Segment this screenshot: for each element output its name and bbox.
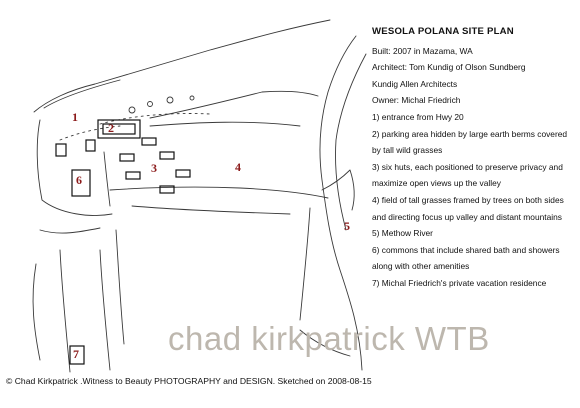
watermark: chad kirkpatrick WTB: [168, 320, 490, 357]
map-label-4: 4: [235, 160, 241, 174]
legend-item-4: 4) field of tall grasses framed by trees on both sides and directing focus up valley and distant mountains: [372, 194, 564, 222]
boundary-line: [34, 20, 330, 112]
small-structure: [56, 144, 66, 156]
tree-mark: [129, 107, 135, 113]
small-structure: [86, 140, 95, 151]
legend-item-1: 1) entrance from Hwy 20: [372, 111, 464, 122]
field-outline: [132, 206, 290, 214]
field-outline: [110, 187, 328, 198]
hut: [126, 172, 140, 179]
area-outline: [104, 152, 110, 206]
legend-item-6: 6) commons that include shared bath and showers along with other amenities: [372, 244, 560, 272]
parking-area: [98, 120, 140, 138]
boundary-line: [44, 80, 120, 108]
area-outline: [100, 250, 110, 370]
tree-mark: [190, 96, 194, 100]
built-line: Built: 2007 in Mazama, WA: [372, 45, 473, 56]
page-title: WESOLA POLANA SITE PLAN: [372, 26, 514, 37]
legend-item-7: 7) Michal Friedrich's private vacation residence: [372, 277, 547, 288]
legend-item-2: 2) parking area hidden by large earth berms covered by tall wild grasses: [372, 128, 568, 156]
site-plan-legend: [372, 24, 577, 292]
hut: [176, 170, 190, 177]
field-outline: [116, 230, 124, 344]
field-outline: [300, 208, 310, 320]
hut: [120, 154, 134, 161]
architect-line: Architect: Tom Kundig of Olson Sundberg: [372, 62, 526, 73]
map-label-5: 5: [344, 219, 350, 233]
area-outline: [37, 120, 112, 215]
firm-line: Kundig Allen Architects: [372, 78, 458, 89]
map-label-7: 7: [73, 347, 79, 361]
map-label-6: 6: [76, 173, 82, 187]
map-label-2: 2: [108, 121, 114, 135]
hut: [142, 138, 156, 145]
river-edge: [335, 54, 366, 230]
area-outline: [40, 228, 100, 233]
map-label-3: 3: [151, 161, 157, 175]
legend-item-3: 3) six huts, each positioned to preserve privacy and maximize open views up the valley: [372, 161, 563, 189]
hut: [160, 152, 174, 159]
area-outline: [33, 264, 40, 360]
treeline: [150, 122, 300, 126]
copyright-caption: © Chad Kirkpatrick .Witness to Beauty PHOTOGRAPHY and DESIGN. Sketched on 2008-08-15: [6, 376, 372, 386]
tree-mark: [167, 97, 173, 103]
treeline: [150, 91, 318, 118]
tree-mark: [148, 102, 153, 107]
owner-line: Owner: Michal Friedrich: [372, 95, 461, 106]
map-label-1: 1: [72, 110, 78, 124]
legend-item-5: 5) Methow River: [372, 228, 433, 239]
area-outline: [60, 250, 70, 372]
berm-line: [100, 113, 210, 124]
